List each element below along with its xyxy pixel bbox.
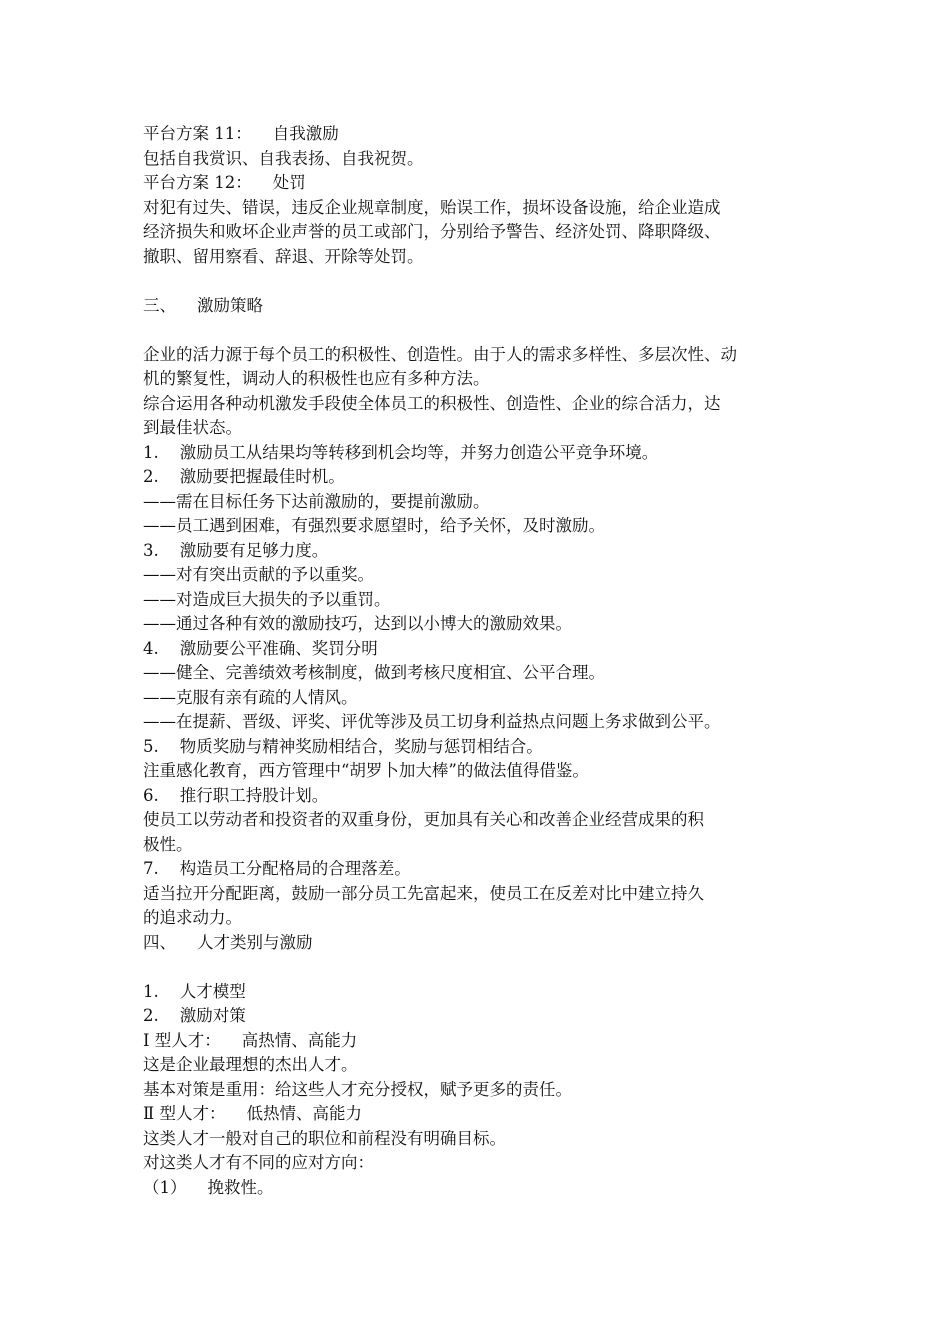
talent-item-1: 1. 人才模型: [143, 981, 246, 1001]
paragraph-line: 适当拉开分配距离，鼓励一部分员工先富起来，使员工在反差对比中建立持久: [143, 883, 704, 903]
plan-12-text-line-1: 对犯有过失、错误，违反企业规章制度，贻误工作，损坏设备设施，给企业造成: [143, 197, 721, 217]
blank-line: [143, 318, 823, 343]
paragraph-line: 到最佳状态。: [143, 418, 242, 437]
section-3-heading: 三、 激励策略: [143, 295, 263, 315]
strategy-sub-item: ——需在目标任务下达前激励的，要提前激励。: [143, 491, 490, 511]
blank-line: [143, 269, 823, 294]
paragraph-line: 企业的活力源于每个员工的积极性、创造性。由于人的需求多样性、多层次性、动: [143, 344, 737, 364]
paragraph-line: 基本对策是重用：给这些人才充分授权，赋予更多的责任。: [143, 1079, 572, 1099]
strategy-item-6: 6. 推行职工持股计划。: [143, 785, 329, 805]
strategy-sub-item: ——克服有亲有疏的人情风。: [143, 687, 358, 707]
strategy-sub-item: ——在提薪、晋级、评奖、评优等涉及员工切身利益热点问题上务求做到公平。: [143, 712, 721, 731]
strategy-sub-item: ——通过各种有效的激励技巧，达到以小博大的激励效果。: [143, 614, 572, 633]
numbered-sub-item: （1） 挽救性。: [143, 1177, 274, 1197]
strategy-sub-item: ——对造成巨大损失的予以重罚。: [143, 589, 391, 609]
strategy-sub-item: ——员工遇到困难，有强烈要求愿望时，给予关怀，及时激励。: [143, 516, 605, 535]
plan-12-text-line-2: 经济损失和败坏企业声誉的员工或部门，分别给予警告、经济处罚、降职降级、: [143, 222, 721, 241]
paragraph-line: 综合运用各种动机激发手段使全体员工的积极性、创造性、企业的综合活力，达: [143, 393, 721, 413]
strategy-item-7: 7. 构造员工分配格局的合理落差。: [143, 859, 411, 878]
section-4-heading: 四、 人才类别与激励: [143, 932, 313, 952]
plan-11-text: 包括自我赏识、自我表扬、自我祝贺。: [143, 148, 424, 168]
strategy-sub-item: ——对有突出贡献的予以重奖。: [143, 565, 374, 584]
document-page: [143, 122, 823, 1200]
plan-11-heading: 平台方案 11： 自我激励: [143, 124, 339, 143]
paragraph-line: 机的繁复性，调动人的积极性也应有多种方法。: [143, 369, 490, 388]
paragraph-line: 这是企业最理想的杰出人才。: [143, 1055, 358, 1074]
strategy-item-1: 1. 激励员工从结果均等转移到机会均等，并努力创造公平竞争环境。: [143, 442, 659, 462]
talent-item-2: 2. 激励对策: [143, 1006, 246, 1025]
paragraph-line: 注重感化教育，西方管理中“胡罗卜加大棒”的做法值得借鉴。: [143, 761, 589, 780]
paragraph-line: 极性。: [143, 834, 193, 854]
type-2-heading: Ⅱ 型人才： 低热情、高能力: [143, 1104, 362, 1123]
plan-12-text-line-3: 撤职、留用察看、辞退、开除等处罚。: [143, 246, 424, 266]
blank-line: [143, 955, 823, 980]
strategy-item-2: 2. 激励要把握最佳时机。: [143, 467, 345, 486]
paragraph-line: 这类人才一般对自己的职位和前程没有明确目标。: [143, 1128, 506, 1148]
paragraph-line: 使员工以劳动者和投资者的双重身份，更加具有关心和改善企业经营成果的积: [143, 810, 704, 829]
paragraph-line: 的追求动力。: [143, 908, 242, 927]
type-1-heading: Ⅰ 型人才： 高热情、高能力: [143, 1030, 358, 1050]
strategy-item-5: 5. 物质奖励与精神奖励相结合，奖励与惩罚相结合。: [143, 736, 543, 756]
strategy-item-4: 4. 激励要公平准确、奖罚分明: [143, 638, 378, 658]
strategy-sub-item: ——健全、完善绩效考核制度，做到考核尺度相宜、公平合理。: [143, 663, 605, 682]
plan-12-heading: 平台方案 12： 处罚: [143, 173, 306, 192]
strategy-item-3: 3. 激励要有足够力度。: [143, 540, 329, 560]
paragraph-line: 对这类人才有不同的应对方向：: [143, 1153, 374, 1172]
